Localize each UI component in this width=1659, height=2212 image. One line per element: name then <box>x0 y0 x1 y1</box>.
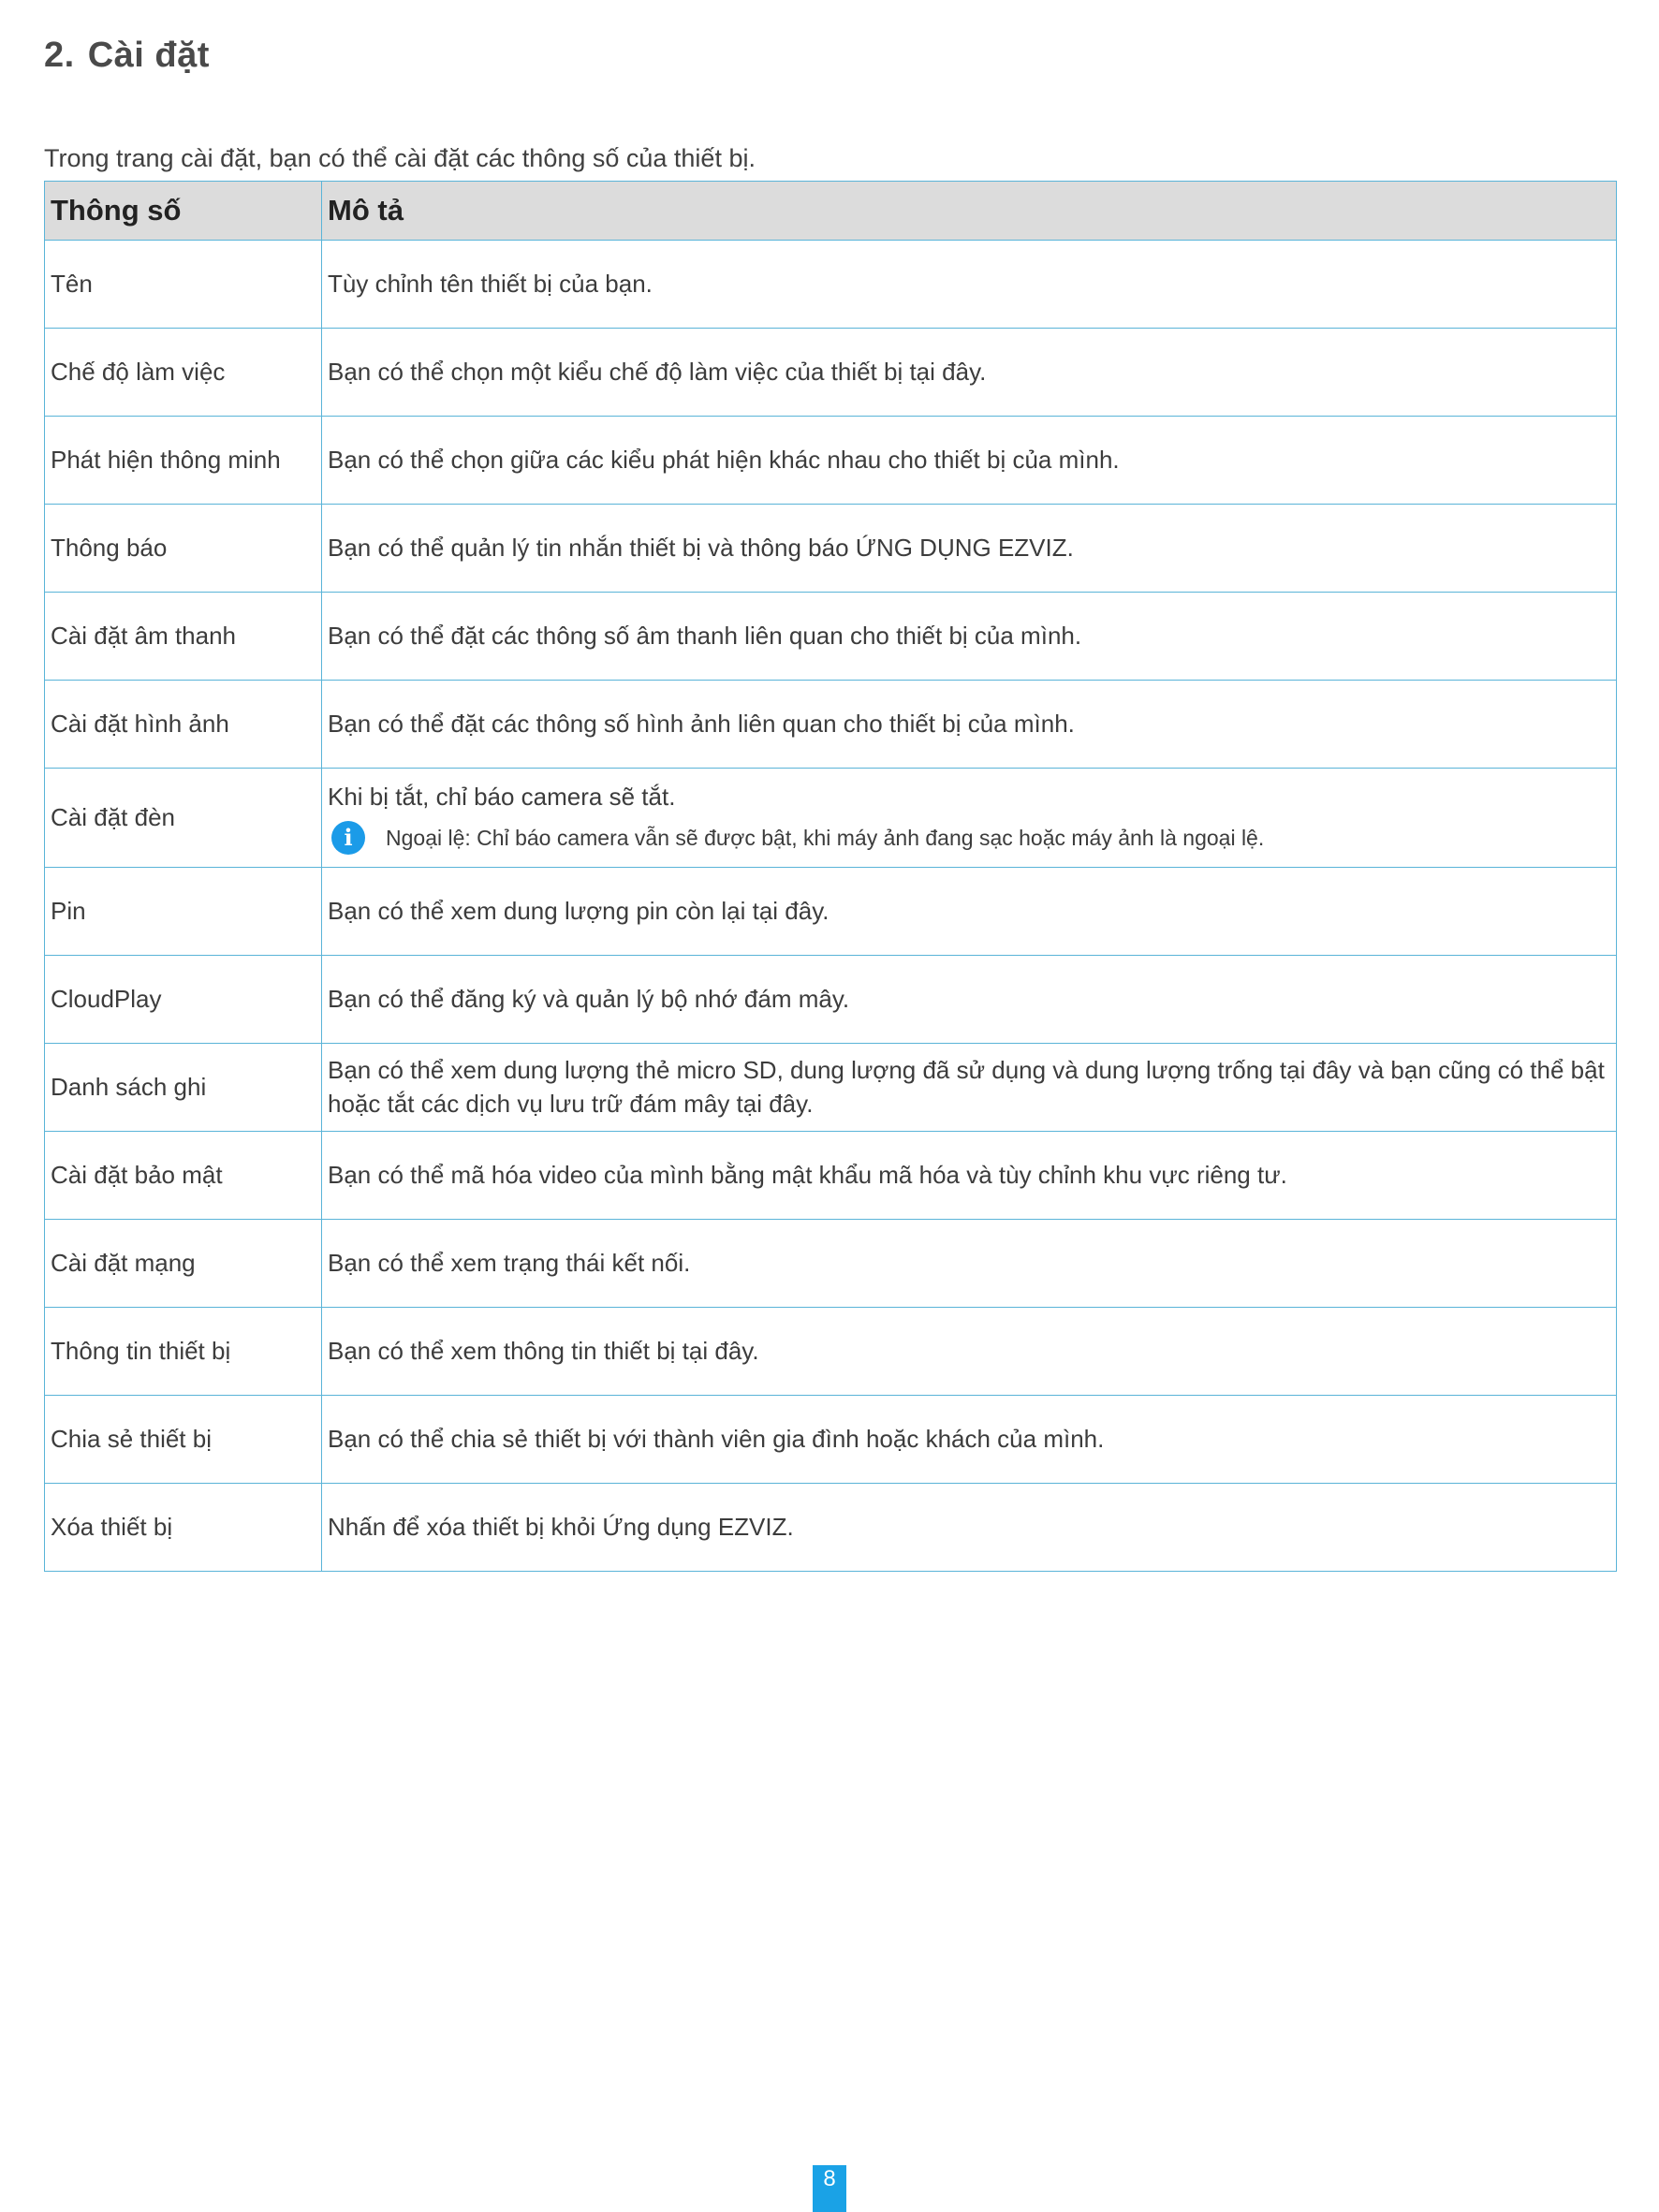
row-description: Tùy chỉnh tên thiết bị của bạn. <box>322 241 1617 329</box>
table-row <box>45 505 1617 593</box>
table-row <box>45 1044 1617 1132</box>
table-row <box>45 868 1617 956</box>
table-row <box>45 329 1617 417</box>
row-description: Bạn có thể mã hóa video của mình bằng mật khẩu mã hóa và tùy chỉnh khu vực riêng tư. <box>322 1132 1617 1220</box>
section-number: 2. <box>44 36 75 75</box>
table-row <box>45 417 1617 505</box>
row-description: Bạn có thể quản lý tin nhắn thiết bị và thông báo ỨNG DỤNG EZVIZ. <box>322 505 1617 593</box>
table-row <box>45 1220 1617 1308</box>
row-description: Bạn có thể chọn giữa các kiểu phát hiện khác nhau cho thiết bị của mình. <box>322 417 1617 505</box>
table-row <box>45 769 1617 868</box>
table-row <box>45 1132 1617 1220</box>
row-parameter: Tên <box>45 241 322 329</box>
row-description-cell <box>322 769 1617 868</box>
row-parameter: Cài đặt bảo mật <box>45 1132 322 1220</box>
row-parameter: Xóa thiết bị <box>45 1484 322 1572</box>
row-parameter: Thông báo <box>45 505 322 593</box>
row-description: Nhấn để xóa thiết bị khỏi Ứng dụng EZVIZ. <box>322 1484 1617 1572</box>
row-description: Bạn có thể đặt các thông số hình ảnh liên quan cho thiết bị của mình. <box>322 681 1617 769</box>
settings-table <box>44 181 1617 1572</box>
row-parameter: Cài đặt mạng <box>45 1220 322 1308</box>
section-heading <box>44 36 210 76</box>
row-description: Bạn có thể xem trạng thái kết nối. <box>322 1220 1617 1308</box>
header-description: Mô tả <box>322 182 1617 241</box>
info-icon: i <box>331 821 365 855</box>
page-number: 8 <box>813 2165 846 2212</box>
row-description: Khi bị tắt, chỉ báo camera sẽ tắt. <box>328 782 676 811</box>
intro-text: Trong trang cài đặt, bạn có thể cài đặt các thông số của thiết bị. <box>44 144 756 172</box>
table-row <box>45 681 1617 769</box>
row-parameter: Danh sách ghi <box>45 1044 322 1132</box>
row-description: Bạn có thể đặt các thông số âm thanh liên quan cho thiết bị của mình. <box>322 593 1617 681</box>
table-row <box>45 956 1617 1044</box>
table-row <box>45 593 1617 681</box>
table-row <box>45 1484 1617 1572</box>
exception-note <box>328 821 1610 855</box>
row-description: Bạn có thể xem dung lượng thẻ micro SD, dung lượng đã sử dụng và dung lượng trống tại đây và bạn cũng có thể bật hoặc tắt các dịch vụ lưu trữ đám mây tại đây. <box>322 1044 1617 1132</box>
row-parameter: Phát hiện thông minh <box>45 417 322 505</box>
row-parameter: Cài đặt âm thanh <box>45 593 322 681</box>
row-parameter: Chế độ làm việc <box>45 329 322 417</box>
header-parameter: Thông số <box>45 182 322 241</box>
row-parameter: Thông tin thiết bị <box>45 1308 322 1396</box>
row-parameter: Chia sẻ thiết bị <box>45 1396 322 1484</box>
row-parameter: CloudPlay <box>45 956 322 1044</box>
table-row <box>45 1308 1617 1396</box>
row-parameter: Cài đặt hình ảnh <box>45 681 322 769</box>
row-description: Bạn có thể chia sẻ thiết bị với thành viên gia đình hoặc khách của mình. <box>322 1396 1617 1484</box>
table-row <box>45 1396 1617 1484</box>
note-text: Ngoại lệ: Chỉ báo camera vẫn sẽ được bật, khi máy ảnh đang sạc hoặc máy ảnh là ngoại lệ. <box>386 825 1265 850</box>
row-description: Bạn có thể chọn một kiểu chế độ làm việc của thiết bị tại đây. <box>322 329 1617 417</box>
row-parameter: Pin <box>45 868 322 956</box>
row-description: Bạn có thể xem dung lượng pin còn lại tại đây. <box>322 868 1617 956</box>
table-header-row <box>45 182 1617 241</box>
row-description: Bạn có thể đăng ký và quản lý bộ nhớ đám mây. <box>322 956 1617 1044</box>
section-title: Cài đặt <box>87 36 210 75</box>
row-description: Bạn có thể xem thông tin thiết bị tại đây. <box>322 1308 1617 1396</box>
table-row <box>45 241 1617 329</box>
row-parameter: Cài đặt đèn <box>45 769 322 868</box>
